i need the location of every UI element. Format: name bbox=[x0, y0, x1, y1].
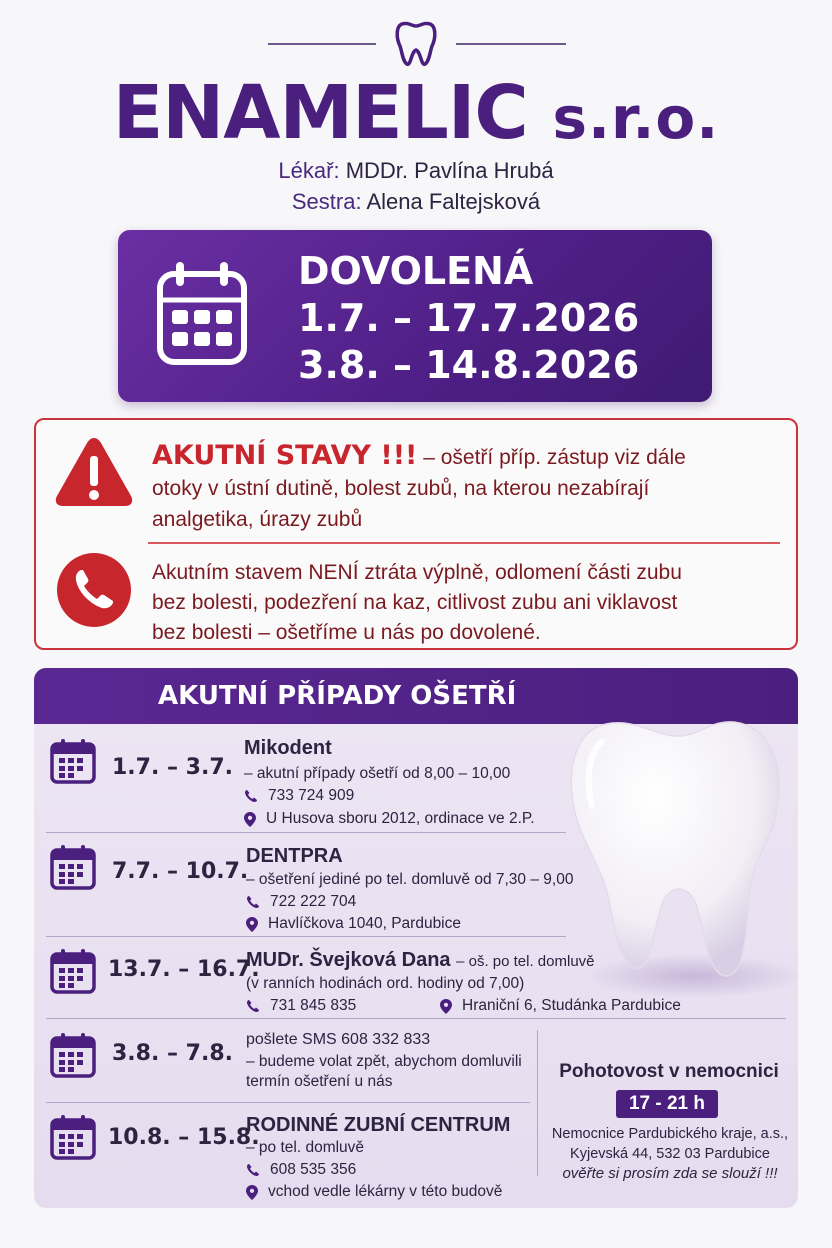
calendar-icon bbox=[156, 260, 248, 366]
row-separator bbox=[46, 832, 566, 833]
calendar-icon bbox=[50, 1114, 96, 1160]
calendar-icon bbox=[50, 844, 96, 890]
row-3-address bbox=[440, 996, 681, 1016]
tooth-icon bbox=[392, 16, 440, 68]
row-2-phone-number: 722 222 704 bbox=[270, 893, 357, 910]
acute-line-2: otoky v ústní dutině, bolest zubů, na kterou nezabírají bbox=[152, 477, 650, 500]
phone-icon bbox=[246, 1163, 260, 1177]
nurse-label: Sestra: bbox=[291, 189, 362, 214]
clinic-suffix: s.r.o. bbox=[552, 84, 720, 152]
emergency-title: Pohotovost v nemocnici bbox=[559, 1061, 779, 1082]
phone-icon bbox=[246, 999, 260, 1013]
row-separator bbox=[46, 1018, 786, 1019]
nurse-line bbox=[0, 188, 832, 216]
clinic-name: ENAMELIC bbox=[112, 70, 528, 156]
row-2-detail: – ošetření jediné po tel. domluvě od 7,30 – 9,00 bbox=[246, 871, 574, 888]
row-1-phone-number: 733 724 909 bbox=[268, 787, 355, 804]
hospital-line-2: Kyjevská 44, 532 03 Pardubice bbox=[570, 1146, 770, 1162]
row-3-name: MUDr. Švejková Dana bbox=[246, 949, 451, 971]
calendar-icon bbox=[50, 948, 96, 994]
non-acute-line-3: bez bolesti – ošetříme u nás po dovolené. bbox=[152, 621, 541, 644]
header-rule-left bbox=[268, 43, 376, 45]
acute-cases-panel bbox=[34, 668, 798, 1208]
row-5-address bbox=[246, 1182, 502, 1202]
hospital-note: ověřte si prosím zda se slouží !!! bbox=[562, 1165, 778, 1182]
row-4-line-3: termín ošetření u nás bbox=[246, 1073, 393, 1090]
non-acute-line-1: Akutním stavem NENÍ ztráta výplně, odlomení části zubu bbox=[152, 561, 682, 584]
row-3-phone-number: 731 845 835 bbox=[270, 997, 357, 1014]
location-pin-icon bbox=[246, 1185, 258, 1200]
phone-icon bbox=[56, 552, 132, 628]
row-1-detail: – akutní případy ošetří od 8,00 – 10,00 bbox=[244, 765, 511, 782]
row-1-address bbox=[244, 809, 535, 829]
row-3-address-text: Hraniční 6, Studánka Pardubice bbox=[462, 997, 681, 1014]
emergency-hours-badge: 17 - 21 h bbox=[616, 1090, 718, 1118]
hospital-line-1: Nemocnice Pardubického kraje, a.s., bbox=[551, 1126, 789, 1142]
row-4-line-2: – budeme volat zpět, abychom domluvili bbox=[246, 1053, 522, 1070]
calendar-icon bbox=[50, 1032, 96, 1078]
acute-cases-title: AKUTNÍ PŘÍPADY OŠETŘÍ bbox=[158, 681, 517, 711]
row-3-name-line bbox=[246, 948, 595, 974]
non-acute-text bbox=[152, 558, 782, 648]
row-3-detail: (v ranních hodinách ord. hodiny od 7,00) bbox=[246, 975, 525, 992]
row-4-date: 3.8. – 7.8. bbox=[112, 1041, 233, 1066]
non-acute-line-2: bez bolesti, podezření na kaz, citlivost zubu ani viklavost bbox=[152, 591, 678, 614]
alert-divider bbox=[148, 542, 780, 544]
header-rule-right bbox=[456, 43, 566, 45]
location-pin-icon bbox=[246, 917, 258, 932]
doctor-name: MDDr. Pavlína Hrubá bbox=[345, 158, 554, 183]
row-1-name: Mikodent bbox=[244, 737, 332, 759]
acute-alert-box bbox=[34, 418, 798, 650]
emergency-hospital bbox=[546, 1124, 794, 1184]
doctor-label: Lékař: bbox=[278, 158, 340, 183]
row-5-phone-number: 608 535 356 bbox=[270, 1161, 357, 1178]
row-2-date: 7.7. – 10.7. bbox=[112, 859, 249, 884]
acute-conditions-text bbox=[152, 440, 782, 535]
row-4-line-1: pošlete SMS 608 332 833 bbox=[246, 1031, 431, 1048]
row-2-address bbox=[246, 914, 461, 934]
row-2-name: DENTPRA bbox=[246, 845, 343, 867]
phone-icon bbox=[246, 895, 260, 909]
row-1-address-text: U Husova sboru 2012, ordinace ve 2.P. bbox=[266, 810, 535, 827]
location-pin-icon bbox=[440, 999, 452, 1014]
calendar-icon bbox=[50, 738, 96, 784]
emergency-divider bbox=[537, 1030, 538, 1176]
row-5-name: RODINNÉ ZUBNÍ CENTRUM bbox=[246, 1114, 511, 1136]
doctor-line bbox=[0, 157, 832, 185]
acute-heading: AKUTNÍ STAVY !!! bbox=[152, 440, 418, 471]
row-separator bbox=[46, 936, 566, 937]
vacation-box bbox=[118, 230, 712, 402]
nurse-name: Alena Faltejsková bbox=[366, 189, 541, 214]
row-5-address-text: vchod vedle lékárny v této budově bbox=[268, 1183, 503, 1200]
row-1-phone bbox=[244, 786, 354, 806]
row-5-phone bbox=[246, 1160, 356, 1180]
row-3-name-note: – oš. po tel. domluvě bbox=[456, 953, 595, 970]
vacation-period-1: 1.7. – 17.7.2026 bbox=[298, 296, 640, 340]
location-pin-icon bbox=[244, 812, 256, 827]
row-3-date: 13.7. – 16.7. bbox=[108, 957, 260, 982]
phone-icon bbox=[244, 789, 258, 803]
vacation-period-2: 3.8. – 14.8.2026 bbox=[298, 343, 640, 387]
row-separator bbox=[46, 1102, 530, 1103]
row-2-phone bbox=[246, 892, 356, 912]
row-2-address-text: Havlíčkova 1040, Pardubice bbox=[268, 915, 462, 932]
clinic-title bbox=[0, 70, 832, 161]
vacation-title: DOVOLENÁ bbox=[298, 249, 534, 293]
row-5-date: 10.8. – 15.8. bbox=[108, 1125, 260, 1150]
warning-icon bbox=[54, 434, 134, 510]
row-1-date: 1.7. – 3.7. bbox=[112, 755, 233, 780]
acute-heading-rest: – ošetří příp. zástup viz dále bbox=[417, 446, 686, 469]
row-3-phone bbox=[246, 996, 356, 1016]
vacation-text bbox=[298, 248, 639, 389]
row-5-detail: – po tel. domluvě bbox=[246, 1139, 365, 1156]
acute-heading-line bbox=[152, 440, 782, 473]
acute-line-3: analgetika, úrazy zubů bbox=[152, 508, 363, 531]
